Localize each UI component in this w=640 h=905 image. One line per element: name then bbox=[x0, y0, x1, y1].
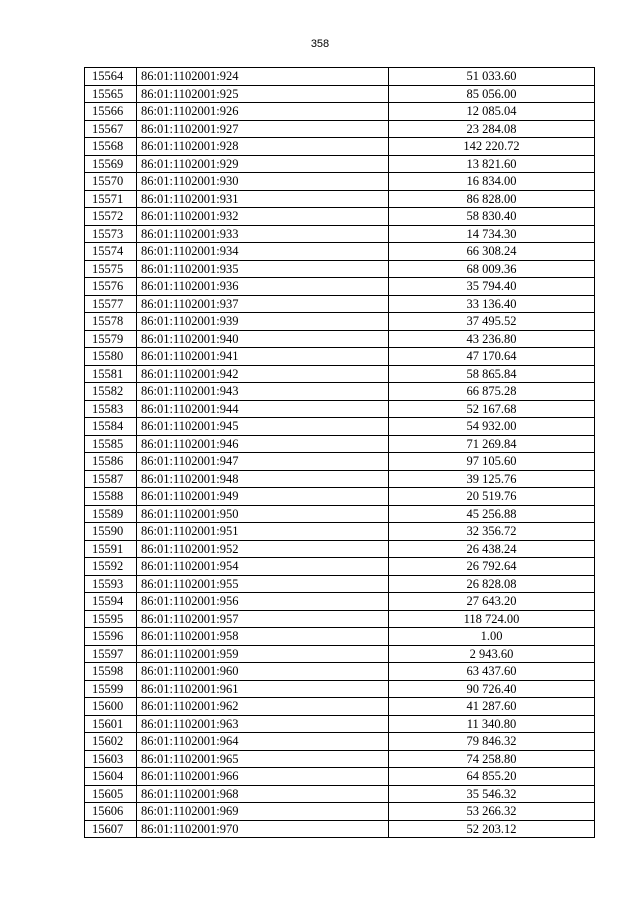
table-row bbox=[85, 278, 595, 296]
cadastral-number-cell: 86:01:1102001:930 bbox=[137, 173, 389, 191]
row-number-cell: 15595 bbox=[85, 610, 137, 628]
table-row bbox=[85, 225, 595, 243]
cadastral-number-cell: 86:01:1102001:931 bbox=[137, 190, 389, 208]
cadastral-number-cell: 86:01:1102001:942 bbox=[137, 365, 389, 383]
table-row bbox=[85, 365, 595, 383]
value-cell: 74 258.80 bbox=[389, 750, 595, 768]
value-cell: 64 855.20 bbox=[389, 768, 595, 786]
cadastral-number-cell: 86:01:1102001:957 bbox=[137, 610, 389, 628]
row-number-cell: 15573 bbox=[85, 225, 137, 243]
row-number-cell: 15569 bbox=[85, 155, 137, 173]
value-cell: 79 846.32 bbox=[389, 733, 595, 751]
row-number-cell: 15603 bbox=[85, 750, 137, 768]
value-cell: 63 437.60 bbox=[389, 663, 595, 681]
cadastral-number-cell: 86:01:1102001:956 bbox=[137, 593, 389, 611]
cadastral-number-cell: 86:01:1102001:958 bbox=[137, 628, 389, 646]
table-row bbox=[85, 610, 595, 628]
table-row bbox=[85, 750, 595, 768]
table-row bbox=[85, 575, 595, 593]
table-row bbox=[85, 103, 595, 121]
table-row bbox=[85, 663, 595, 681]
row-number-cell: 15572 bbox=[85, 208, 137, 226]
cadastral-number-cell: 86:01:1102001:925 bbox=[137, 85, 389, 103]
table-row bbox=[85, 453, 595, 471]
table-row bbox=[85, 383, 595, 401]
cadastral-number-cell: 86:01:1102001:954 bbox=[137, 558, 389, 576]
table-row bbox=[85, 243, 595, 261]
table-row bbox=[85, 628, 595, 646]
value-cell: 26 438.24 bbox=[389, 540, 595, 558]
row-number-cell: 15581 bbox=[85, 365, 137, 383]
table-row bbox=[85, 645, 595, 663]
table-body bbox=[85, 68, 595, 838]
value-cell: 58 830.40 bbox=[389, 208, 595, 226]
value-cell: 90 726.40 bbox=[389, 680, 595, 698]
value-cell: 51 033.60 bbox=[389, 68, 595, 86]
table-row bbox=[85, 400, 595, 418]
table-row bbox=[85, 208, 595, 226]
table-row bbox=[85, 418, 595, 436]
table-row bbox=[85, 330, 595, 348]
row-number-cell: 15584 bbox=[85, 418, 137, 436]
value-cell: 11 340.80 bbox=[389, 715, 595, 733]
row-number-cell: 15567 bbox=[85, 120, 137, 138]
cadastral-number-cell: 86:01:1102001:941 bbox=[137, 348, 389, 366]
value-cell: 52 167.68 bbox=[389, 400, 595, 418]
row-number-cell: 15589 bbox=[85, 505, 137, 523]
cadastral-number-cell: 86:01:1102001:949 bbox=[137, 488, 389, 506]
value-cell: 2 943.60 bbox=[389, 645, 595, 663]
row-number-cell: 15585 bbox=[85, 435, 137, 453]
cadastral-number-cell: 86:01:1102001:947 bbox=[137, 453, 389, 471]
value-cell: 52 203.12 bbox=[389, 820, 595, 838]
cadastral-value-table bbox=[84, 67, 595, 838]
row-number-cell: 15593 bbox=[85, 575, 137, 593]
row-number-cell: 15598 bbox=[85, 663, 137, 681]
value-cell: 33 136.40 bbox=[389, 295, 595, 313]
table-row bbox=[85, 558, 595, 576]
row-number-cell: 15586 bbox=[85, 453, 137, 471]
row-number-cell: 15568 bbox=[85, 138, 137, 156]
table-row bbox=[85, 138, 595, 156]
row-number-cell: 15591 bbox=[85, 540, 137, 558]
cadastral-number-cell: 86:01:1102001:924 bbox=[137, 68, 389, 86]
value-cell: 85 056.00 bbox=[389, 85, 595, 103]
cadastral-number-cell: 86:01:1102001:962 bbox=[137, 698, 389, 716]
value-cell: 23 284.08 bbox=[389, 120, 595, 138]
value-cell: 58 865.84 bbox=[389, 365, 595, 383]
value-cell: 47 170.64 bbox=[389, 348, 595, 366]
row-number-cell: 15566 bbox=[85, 103, 137, 121]
table-row bbox=[85, 593, 595, 611]
row-number-cell: 15594 bbox=[85, 593, 137, 611]
value-cell: 97 105.60 bbox=[389, 453, 595, 471]
cadastral-number-cell: 86:01:1102001:939 bbox=[137, 313, 389, 331]
value-cell: 66 875.28 bbox=[389, 383, 595, 401]
row-number-cell: 15564 bbox=[85, 68, 137, 86]
cadastral-number-cell: 86:01:1102001:933 bbox=[137, 225, 389, 243]
row-number-cell: 15600 bbox=[85, 698, 137, 716]
row-number-cell: 15596 bbox=[85, 628, 137, 646]
row-number-cell: 15582 bbox=[85, 383, 137, 401]
row-number-cell: 15575 bbox=[85, 260, 137, 278]
table-row bbox=[85, 85, 595, 103]
row-number-cell: 15578 bbox=[85, 313, 137, 331]
table-row bbox=[85, 190, 595, 208]
value-cell: 16 834.00 bbox=[389, 173, 595, 191]
table-row bbox=[85, 173, 595, 191]
row-number-cell: 15583 bbox=[85, 400, 137, 418]
table-row bbox=[85, 785, 595, 803]
page-number: 358 bbox=[310, 38, 330, 50]
cadastral-number-cell: 86:01:1102001:936 bbox=[137, 278, 389, 296]
row-number-cell: 15588 bbox=[85, 488, 137, 506]
value-cell: 118 724.00 bbox=[389, 610, 595, 628]
cadastral-number-cell: 86:01:1102001:940 bbox=[137, 330, 389, 348]
cadastral-number-cell: 86:01:1102001:966 bbox=[137, 768, 389, 786]
row-number-cell: 15604 bbox=[85, 768, 137, 786]
table-row bbox=[85, 803, 595, 821]
row-number-cell: 15592 bbox=[85, 558, 137, 576]
cadastral-number-cell: 86:01:1102001:969 bbox=[137, 803, 389, 821]
table-row bbox=[85, 488, 595, 506]
table-row bbox=[85, 715, 595, 733]
table-row bbox=[85, 120, 595, 138]
cadastral-number-cell: 86:01:1102001:945 bbox=[137, 418, 389, 436]
row-number-cell: 15579 bbox=[85, 330, 137, 348]
table-row bbox=[85, 68, 595, 86]
row-number-cell: 15577 bbox=[85, 295, 137, 313]
value-cell: 20 519.76 bbox=[389, 488, 595, 506]
cadastral-number-cell: 86:01:1102001:959 bbox=[137, 645, 389, 663]
value-cell: 43 236.80 bbox=[389, 330, 595, 348]
value-cell: 68 009.36 bbox=[389, 260, 595, 278]
value-cell: 27 643.20 bbox=[389, 593, 595, 611]
table-row bbox=[85, 313, 595, 331]
table-row bbox=[85, 348, 595, 366]
cadastral-number-cell: 86:01:1102001:948 bbox=[137, 470, 389, 488]
cadastral-number-cell: 86:01:1102001:952 bbox=[137, 540, 389, 558]
cadastral-number-cell: 86:01:1102001:960 bbox=[137, 663, 389, 681]
table-row bbox=[85, 260, 595, 278]
value-cell: 142 220.72 bbox=[389, 138, 595, 156]
value-cell: 71 269.84 bbox=[389, 435, 595, 453]
cadastral-number-cell: 86:01:1102001:943 bbox=[137, 383, 389, 401]
table-row bbox=[85, 768, 595, 786]
row-number-cell: 15565 bbox=[85, 85, 137, 103]
cadastral-number-cell: 86:01:1102001:965 bbox=[137, 750, 389, 768]
cadastral-number-cell: 86:01:1102001:934 bbox=[137, 243, 389, 261]
value-cell: 1.00 bbox=[389, 628, 595, 646]
table-row bbox=[85, 540, 595, 558]
value-cell: 13 821.60 bbox=[389, 155, 595, 173]
cadastral-number-cell: 86:01:1102001:927 bbox=[137, 120, 389, 138]
row-number-cell: 15605 bbox=[85, 785, 137, 803]
value-cell: 26 792.64 bbox=[389, 558, 595, 576]
table-row bbox=[85, 698, 595, 716]
table-row bbox=[85, 820, 595, 838]
row-number-cell: 15599 bbox=[85, 680, 137, 698]
row-number-cell: 15597 bbox=[85, 645, 137, 663]
row-number-cell: 15602 bbox=[85, 733, 137, 751]
value-cell: 39 125.76 bbox=[389, 470, 595, 488]
cadastral-number-cell: 86:01:1102001:970 bbox=[137, 820, 389, 838]
value-cell: 66 308.24 bbox=[389, 243, 595, 261]
cadastral-number-cell: 86:01:1102001:928 bbox=[137, 138, 389, 156]
row-number-cell: 15580 bbox=[85, 348, 137, 366]
value-cell: 54 932.00 bbox=[389, 418, 595, 436]
value-cell: 37 495.52 bbox=[389, 313, 595, 331]
value-cell: 53 266.32 bbox=[389, 803, 595, 821]
cadastral-number-cell: 86:01:1102001:961 bbox=[137, 680, 389, 698]
cadastral-number-cell: 86:01:1102001:964 bbox=[137, 733, 389, 751]
row-number-cell: 15590 bbox=[85, 523, 137, 541]
table-row bbox=[85, 295, 595, 313]
row-number-cell: 15587 bbox=[85, 470, 137, 488]
cadastral-number-cell: 86:01:1102001:935 bbox=[137, 260, 389, 278]
cadastral-number-cell: 86:01:1102001:937 bbox=[137, 295, 389, 313]
cadastral-number-cell: 86:01:1102001:968 bbox=[137, 785, 389, 803]
table-row bbox=[85, 680, 595, 698]
table-row bbox=[85, 523, 595, 541]
cadastral-number-cell: 86:01:1102001:963 bbox=[137, 715, 389, 733]
cadastral-number-cell: 86:01:1102001:951 bbox=[137, 523, 389, 541]
cadastral-number-cell: 86:01:1102001:944 bbox=[137, 400, 389, 418]
row-number-cell: 15607 bbox=[85, 820, 137, 838]
cadastral-number-cell: 86:01:1102001:946 bbox=[137, 435, 389, 453]
table-row bbox=[85, 435, 595, 453]
row-number-cell: 15571 bbox=[85, 190, 137, 208]
cadastral-number-cell: 86:01:1102001:932 bbox=[137, 208, 389, 226]
row-number-cell: 15606 bbox=[85, 803, 137, 821]
value-cell: 12 085.04 bbox=[389, 103, 595, 121]
cadastral-number-cell: 86:01:1102001:955 bbox=[137, 575, 389, 593]
row-number-cell: 15574 bbox=[85, 243, 137, 261]
cadastral-number-cell: 86:01:1102001:950 bbox=[137, 505, 389, 523]
value-cell: 14 734.30 bbox=[389, 225, 595, 243]
value-cell: 32 356.72 bbox=[389, 523, 595, 541]
row-number-cell: 15601 bbox=[85, 715, 137, 733]
value-cell: 45 256.88 bbox=[389, 505, 595, 523]
cadastral-number-cell: 86:01:1102001:926 bbox=[137, 103, 389, 121]
value-cell: 35 794.40 bbox=[389, 278, 595, 296]
value-cell: 41 287.60 bbox=[389, 698, 595, 716]
value-cell: 35 546.32 bbox=[389, 785, 595, 803]
table-row bbox=[85, 505, 595, 523]
value-cell: 86 828.00 bbox=[389, 190, 595, 208]
value-cell: 26 828.08 bbox=[389, 575, 595, 593]
table-row bbox=[85, 470, 595, 488]
cadastral-number-cell: 86:01:1102001:929 bbox=[137, 155, 389, 173]
table-row bbox=[85, 155, 595, 173]
row-number-cell: 15576 bbox=[85, 278, 137, 296]
row-number-cell: 15570 bbox=[85, 173, 137, 191]
table-row bbox=[85, 733, 595, 751]
